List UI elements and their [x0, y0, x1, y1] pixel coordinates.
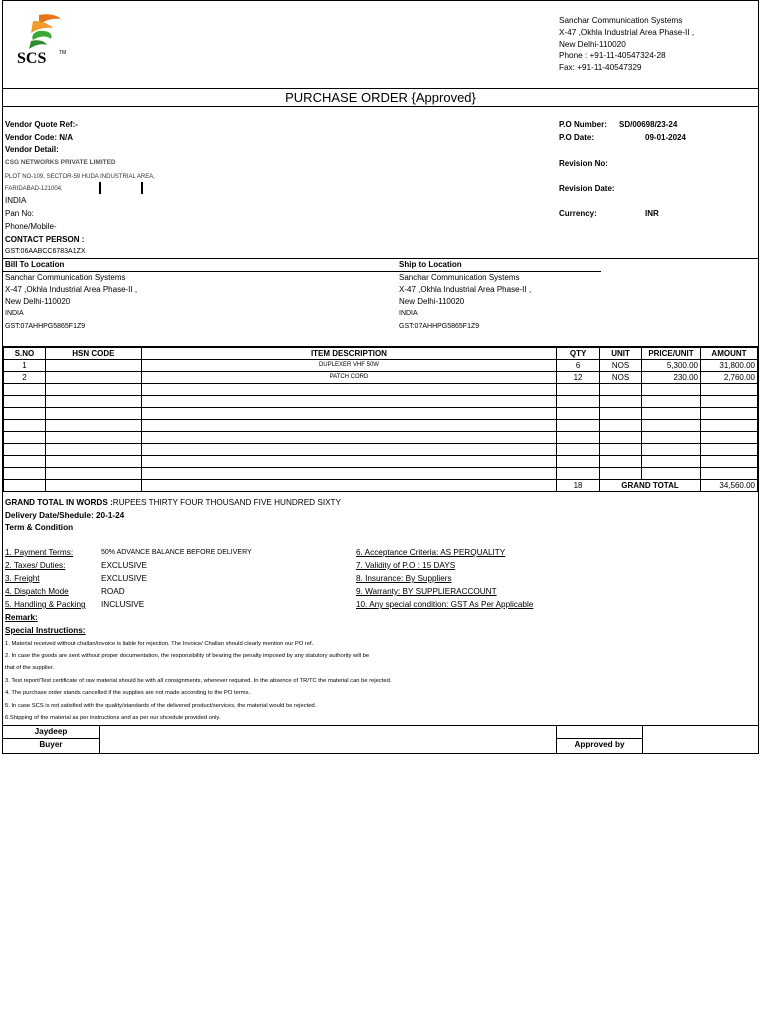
total-in-words-value: RUPEES THIRTY FOUR THOUSAND FIVE HUNDRED SIXTY — [112, 498, 342, 507]
approved-by-label: Approved by — [557, 739, 643, 753]
cell-description: PATCH CORD — [141, 372, 556, 384]
total-in-words-label: GRAND TOTAL IN WORDS : — [5, 498, 113, 507]
table-header-row — [4, 348, 758, 360]
term-value: INCLUSIVE — [101, 600, 145, 609]
signature-blank — [100, 726, 557, 753]
table-row-empty — [4, 420, 758, 432]
header — [3, 1, 758, 89]
address-line: X-47 ,Okhla Industrial Area Phase-II , — [559, 27, 695, 37]
address-line: New Delhi-110020 — [559, 39, 626, 49]
special-instruction: 4. The purchase order stands cancelled if the supplies are not made according to the PO terms. — [5, 690, 251, 696]
revision-no-label: Revision No: — [559, 159, 608, 168]
revision-date-label: Revision Date: — [559, 184, 615, 193]
ship-to-line: INDIA — [399, 310, 418, 317]
bill-ship-section — [3, 259, 758, 347]
table-row-empty — [4, 432, 758, 444]
term-value: EXCLUSIVE — [101, 561, 147, 570]
po-date-label: P.O Date: — [559, 133, 594, 142]
term-right: 8. Insurance: By Suppliers — [356, 574, 452, 583]
table-row-empty — [4, 384, 758, 396]
term-value: EXCLUSIVE — [101, 574, 147, 583]
term-right: 10. Any special condition: GST As Per Applicable — [356, 600, 534, 609]
divider-mark — [141, 182, 143, 194]
ship-to-heading: Ship to Location — [399, 260, 462, 269]
currency-label: Currency: — [559, 209, 597, 218]
svg-text:SCS: SCS — [17, 50, 47, 67]
cell-qty: 12 — [557, 372, 600, 384]
total-qty: 18 — [557, 480, 600, 492]
col-header-sno: S.NO — [4, 348, 46, 360]
term-label: 4. Dispatch Mode — [5, 587, 69, 596]
term-right: 7. Validity of P.O : 15 DAYS — [356, 561, 456, 570]
divider-mark — [99, 182, 101, 194]
col-header-amount: AMOUNT — [700, 348, 757, 360]
bill-to-line: INDIA — [5, 310, 24, 317]
special-instruction: 1. Material received without challan/invoice is liable for rejection. The Invoice/ Challan should clearly mention our PO ref. — [5, 641, 314, 647]
company-address — [559, 15, 694, 74]
document-title: PURCHASE ORDER {Approved} — [3, 89, 758, 107]
signature-section — [3, 725, 758, 753]
grand-total-value: 34,560.00 — [700, 480, 757, 492]
company-fax: Fax: +91-11-40547329 — [559, 63, 642, 73]
divider — [3, 271, 601, 272]
vendor-phone: Phone/Mobile- — [5, 222, 57, 231]
special-instructions-heading: Special Instructions: — [5, 626, 86, 635]
term-label: 5. Handling & Packing — [5, 600, 86, 609]
special-instruction: 3. Test report/Test certificate of raw material should be with all consignments, wherever required. In the absence of TR/TC the material can be rejected. — [5, 678, 392, 684]
cell-sno: 2 — [4, 372, 46, 384]
vendor-detail-label: Vendor Detail: — [5, 145, 59, 154]
vendor-section — [3, 107, 758, 259]
bill-to-heading: Bill To Location — [5, 260, 65, 269]
col-header-hsn: HSN CODE — [45, 348, 141, 360]
table-row — [4, 360, 758, 372]
term-label: 1. Payment Terms: — [5, 548, 74, 557]
cell-price: 5,300.00 — [642, 360, 701, 372]
vendor-gst: GST:06AABCC6783A1ZX — [5, 248, 86, 255]
company-logo — [9, 9, 73, 69]
bill-to-line: X-47 ,Okhla Industrial Area Phase-II , — [5, 285, 138, 294]
vendor-country: INDIA — [5, 196, 27, 205]
ship-to-line: Sanchar Communication Systems — [399, 273, 520, 282]
cell-unit: NOS — [600, 372, 642, 384]
cell-qty: 6 — [557, 360, 600, 372]
table-row-empty — [4, 468, 758, 480]
cell-description: DUPLEXER VHF 50W — [141, 360, 556, 372]
special-instruction: 2. In case the goods are sent without proper documentation, the responsibility of bearing the penalty imposed by any statutory authority will be — [5, 653, 370, 659]
buyer-label: Buyer — [3, 739, 100, 753]
cell-amount: 2,760.00 — [700, 372, 757, 384]
cell-hsn — [45, 360, 141, 372]
col-header-qty: QTY — [557, 348, 600, 360]
items-table — [3, 347, 758, 492]
table-row-empty — [4, 444, 758, 456]
grand-total-label: GRAND TOTAL — [600, 480, 701, 492]
delivery-schedule: Delivery Date/Shedule: 20-1-24 — [5, 511, 125, 520]
vendor-pan: Pan No: — [5, 209, 34, 218]
currency-value: INR — [645, 209, 659, 218]
special-instruction: 6.Shipping of the material as per instructions and as per our shcedule provided only. — [5, 715, 221, 721]
table-row-empty — [4, 396, 758, 408]
term-right: 9. Warranty: BY SUPPLIERACCOUNT — [356, 587, 497, 596]
table-row-empty — [4, 408, 758, 420]
terms-heading: Term & Condition — [5, 523, 74, 532]
vendor-address-1: PLOT NO-109, SECTOR-59 HUDA INDUSTRIAL AREA, — [5, 174, 155, 180]
table-row — [4, 372, 758, 384]
vendor-address-2: FARIDABAD-121004, — [5, 186, 63, 192]
table-row-empty — [4, 456, 758, 468]
term-label: 3. Freight — [5, 574, 40, 583]
svg-text:TM: TM — [59, 50, 67, 56]
company-phone: Phone : +91-11-40547324-28 — [559, 51, 666, 61]
address-line: Sanchar Communication Systems — [559, 16, 683, 25]
term-value: ROAD — [101, 587, 125, 596]
po-number-value: SD/00698/23-24 — [619, 120, 678, 129]
special-instruction: that of the supplier. — [5, 665, 54, 671]
buyer-name: Jaydeep — [3, 726, 100, 739]
vendor-quote-ref: Vendor Quote Ref:- — [5, 120, 78, 129]
term-right: 6. Acceptance Criteria: AS PERQUALITY — [356, 548, 506, 557]
cell-unit: NOS — [600, 360, 642, 372]
col-header-unit: UNIT — [600, 348, 642, 360]
po-date-value: 09-01-2024 — [645, 133, 686, 142]
ship-to-line: New Delhi-110020 — [399, 297, 465, 306]
col-header-description: ITEM DESCRIPTION — [141, 348, 556, 360]
col-header-price: PRICE/UNIT — [642, 348, 701, 360]
term-value: 50% ADVANCE BALANCE BEFORE DELIVERY — [101, 549, 252, 556]
cell-sno: 1 — [4, 360, 46, 372]
total-in-words — [5, 498, 341, 508]
special-instruction: 5. In case SCS is not satisfied with the quality/standards of the delivered product/services, the material would be rejected. — [5, 703, 317, 709]
purchase-order-document — [2, 0, 759, 754]
vendor-code: Vendor Code: N/A — [5, 133, 74, 142]
po-number-label: P.O Number: — [559, 120, 607, 129]
vendor-name: CSG NETWORKS PRIVATE LIMITED — [5, 159, 116, 166]
cell-price: 230.00 — [642, 372, 701, 384]
ship-to-gst: GST:07AHHPG5865F1Z9 — [399, 323, 480, 330]
term-label: 2. Taxes/ Duties: — [5, 561, 66, 570]
bill-to-gst: GST:07AHHPG5865F1Z9 — [5, 323, 86, 330]
approver-signature — [557, 726, 643, 739]
table-total-row — [4, 480, 758, 492]
bill-to-line: New Delhi-110020 — [5, 297, 71, 306]
cell-hsn — [45, 372, 141, 384]
cell-amount: 31,800.00 — [700, 360, 757, 372]
contact-person: CONTACT PERSON : — [5, 235, 85, 244]
bill-to-line: Sanchar Communication Systems — [5, 273, 126, 282]
remark-label: Remark: — [5, 613, 38, 622]
ship-to-line: X-47 ,Okhla Industrial Area Phase-II , — [399, 285, 532, 294]
